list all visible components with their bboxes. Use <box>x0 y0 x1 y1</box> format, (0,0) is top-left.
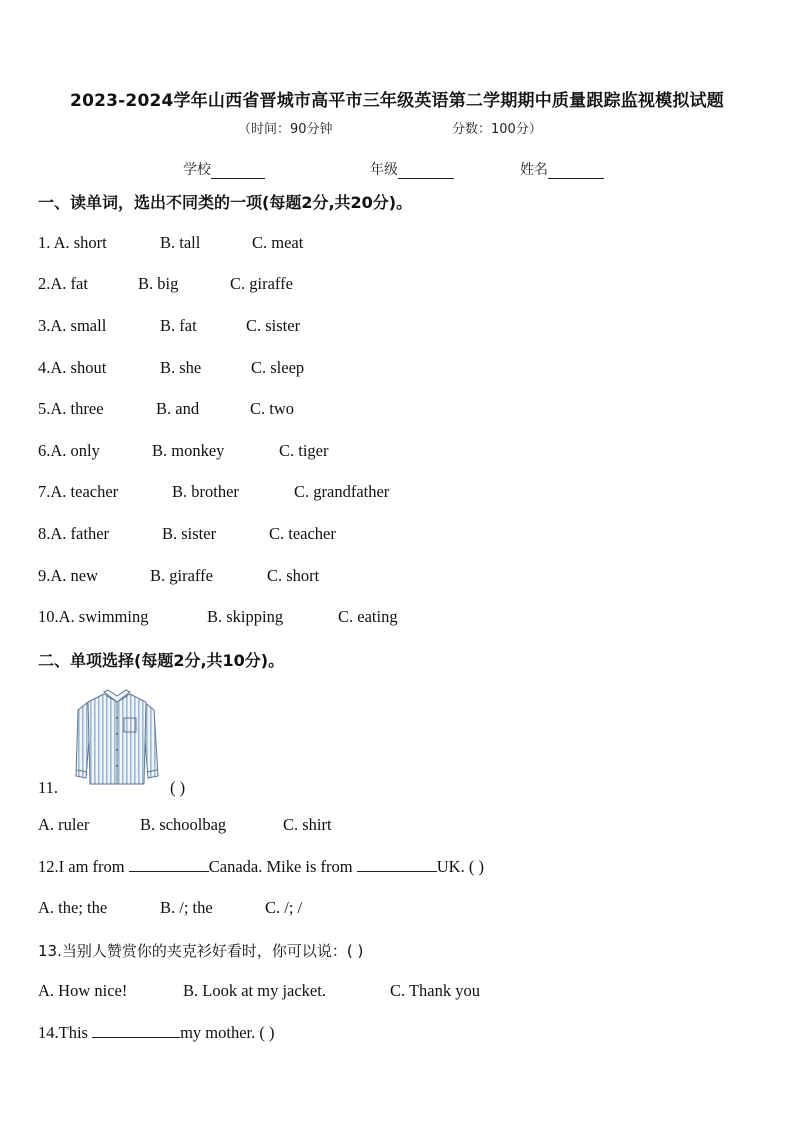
q4-a: 4.A. shout <box>38 358 107 377</box>
q12-option-c: C. /; / <box>265 898 303 917</box>
q13-question: 13.当别人赞赏你的夹克衫好看时，你可以说：( ) <box>38 942 364 960</box>
q4-b: B. she <box>160 358 202 377</box>
grade-field <box>370 159 454 179</box>
q12-option-b: B. /; the <box>160 898 213 917</box>
q11-option-b: B. schoolbag <box>140 815 227 834</box>
q4-c: C. sleep <box>251 358 305 377</box>
q7-a: 7.A. teacher <box>38 482 119 501</box>
q12-part2: Canada. Mike is from <box>208 857 357 876</box>
q14-part1: 14.This <box>38 1023 93 1042</box>
name-field <box>520 159 604 179</box>
q11-number: 11. <box>38 778 59 797</box>
q9-b: B. giraffe <box>150 566 213 585</box>
q2-b: B. big <box>138 274 179 293</box>
q5-a: 5.A. three <box>38 399 104 418</box>
grade-blank <box>398 162 454 179</box>
q14-part2: my mother. ( ) <box>180 1023 275 1042</box>
q13-option-c: C. Thank you <box>390 981 480 1000</box>
q6-b: B. monkey <box>152 441 225 460</box>
q3-c: C. sister <box>246 316 301 335</box>
q3-b: B. fat <box>160 316 197 335</box>
q10-b: B. skipping <box>207 607 284 626</box>
q9-a: 9.A. new <box>38 566 99 585</box>
q3-a: 3.A. small <box>38 316 107 335</box>
q1-b: B. tall <box>160 233 201 252</box>
q11-answer-paren: ( ) <box>170 778 186 797</box>
q6-a: 6.A. only <box>38 441 100 460</box>
q5-c: C. two <box>250 399 295 418</box>
q11-option-a: A. ruler <box>38 815 90 834</box>
q10-c: C. eating <box>338 607 398 626</box>
q8-a: 8.A. father <box>38 524 110 543</box>
section2-heading: 二、单项选择(每题2分,共10分)。 <box>38 651 285 670</box>
q2-c: C. giraffe <box>230 274 293 293</box>
grade-label: 年级 <box>370 162 398 178</box>
q1-a: 1. A. short <box>38 233 107 252</box>
school-blank <box>211 162 265 179</box>
q2-a: 2.A. fat <box>38 274 88 293</box>
q11-option-c: C. shirt <box>283 815 332 834</box>
q14-blank <box>92 1023 180 1038</box>
q8-b: B. sister <box>162 524 217 543</box>
q7-b: B. brother <box>172 482 239 501</box>
q13-option-b: B. Look at my jacket. <box>183 981 326 1000</box>
q7-c: C. grandfather <box>294 482 390 501</box>
exam-score: 分数：100分） <box>452 122 542 137</box>
q12-blank2 <box>357 857 437 872</box>
q12-question <box>38 857 484 877</box>
q5-b: B. and <box>156 399 200 418</box>
q13-option-a: A. How nice! <box>38 981 128 1000</box>
school-label: 学校 <box>183 162 211 178</box>
q9-c: C. short <box>267 566 320 585</box>
name-label: 姓名 <box>520 162 548 178</box>
q8-c: C. teacher <box>269 524 336 543</box>
exam-time: （时间：90分钟 <box>238 122 333 137</box>
q1-c: C. meat <box>252 233 304 252</box>
q10-a: 10.A. swimming <box>38 607 149 626</box>
q14-question <box>38 1023 275 1043</box>
section1-heading: 一、读单词，选出不同类的一项(每题2分,共20分)。 <box>38 193 413 212</box>
q6-c: C. tiger <box>279 441 329 460</box>
q12-part1: 12.I am from <box>38 857 129 876</box>
school-field <box>183 159 265 179</box>
q12-blank1 <box>129 857 209 872</box>
shirt-image <box>74 688 160 790</box>
name-blank <box>548 162 604 179</box>
q12-option-a: A. the; the <box>38 898 108 917</box>
q12-part3: UK. ( ) <box>436 857 484 876</box>
page-title: 2023-2024学年山西省晋城市高平市三年级英语第二学期期中质量跟踪监视模拟试题 <box>70 91 724 111</box>
